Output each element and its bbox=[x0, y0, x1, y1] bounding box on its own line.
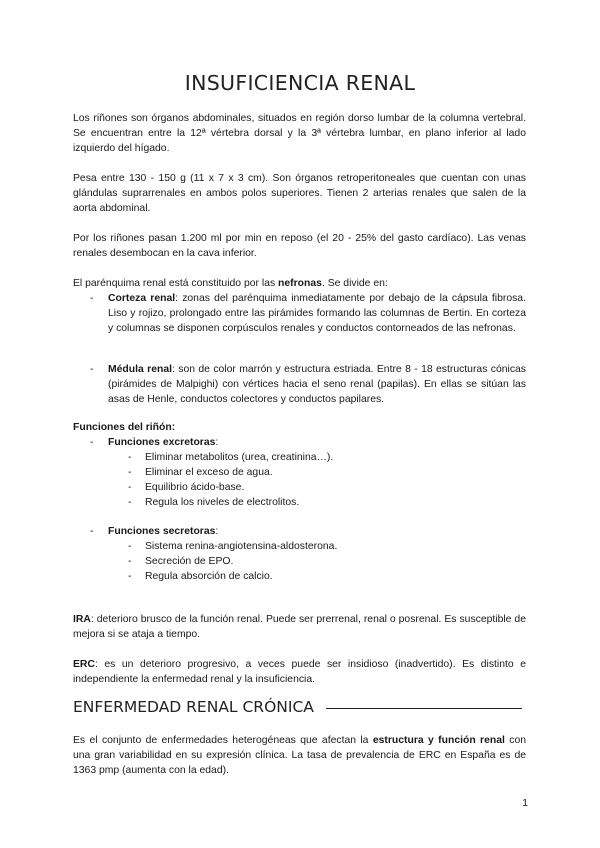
bullet-dash: - bbox=[90, 437, 94, 448]
sub-bullet-dash: - bbox=[128, 482, 132, 493]
structure-function-term: estructura y función renal bbox=[372, 735, 505, 746]
secretory-item: Sistema renina-angiotensina-aldosterona. bbox=[145, 541, 338, 552]
sub-bullet-dash: - bbox=[128, 571, 132, 582]
intro-paragraph-weight: Pesa entre 130 - 150 g (11 x 7 x 3 cm). Son órganos retroperitoneales que cuentan con unas glándulas suprarrenales en ambos polos superiores. Tienen 2 arterias renales que salen de la aorta abdominal. bbox=[73, 173, 526, 214]
excretory-label: Funciones excretoras: bbox=[108, 437, 219, 448]
ira-term: IRA bbox=[73, 614, 91, 625]
ira-paragraph: IRA: deterioro brusco de la función renal. Puede ser prerrenal, renal o posrenal. Es susceptible de mejora si se ataja a tiempo. bbox=[73, 614, 526, 640]
cortex-term: Corteza renal bbox=[108, 293, 176, 304]
secretory-label: Funciones secretoras: bbox=[108, 526, 219, 537]
intro-paragraph-location: Los riñones son órganos abdominales, situados en región dorso lumbar de la columna vertebral. Se encuentran entre la 12ª vértebra dorsal y la 3ª vértebra lumbar, en plano inferior al lado izquierdo del hígado. bbox=[73, 113, 526, 154]
sub-bullet-dash: - bbox=[128, 541, 132, 552]
sub-bullet-dash: - bbox=[128, 556, 132, 567]
sub-bullet-dash: - bbox=[128, 467, 132, 478]
bullet-dash: - bbox=[90, 526, 94, 537]
excretory-item: Eliminar metabolitos (urea, creatinina…). bbox=[145, 452, 334, 463]
functions-heading: Funciones del riñón: bbox=[73, 422, 176, 433]
page-title: INSUFICIENCIA RENAL bbox=[184, 71, 416, 95]
section-heading: ENFERMEDAD RENAL CRÓNICA bbox=[73, 698, 314, 716]
erc-paragraph: ERC: es un deterioro progresivo, a veces puede ser insidioso (inadvertido). Es distinto e independiente la enfermedad renal y la insuficiencia. bbox=[73, 659, 526, 685]
secretory-item: Secreción de EPO. bbox=[145, 556, 234, 567]
bullet-dash: - bbox=[90, 293, 94, 304]
bullet-dash: - bbox=[90, 364, 94, 375]
erc-definition-paragraph: Es el conjunto de enfermedades heterogéneas que afectan la estructura y función renal con una gran variabilidad en su expresión clínica. La tasa de prevalencia de ERC en España es de 1363 pmp (aumenta con la edad). bbox=[73, 735, 527, 776]
sub-bullet-dash: - bbox=[128, 452, 132, 463]
excretory-item: Eliminar el exceso de agua. bbox=[145, 467, 273, 478]
secretory-item: Regula absorción de calcio. bbox=[145, 571, 273, 582]
excretory-item: Equilibrio ácido-base. bbox=[145, 482, 245, 493]
page-number: 1 bbox=[522, 798, 528, 809]
parenchyma-lead: El parénquima renal está constituido por las nefronas. Se divide en: bbox=[73, 278, 388, 289]
erc-term: ERC bbox=[73, 659, 95, 670]
heading-rule bbox=[326, 708, 522, 709]
cortex-item: Corteza renal: zonas del parénquima inmediatamente por debajo de la cápsula fibrosa. Liso y rojizo, prolongado entre las pirámides formando las columnas de Bertin. En corteza y columnas se disponen corpúsculos renales y conductos contorneados de las nefronas. bbox=[108, 293, 526, 334]
nefronas-term: nefronas bbox=[278, 278, 322, 289]
medulla-item: Médula renal: son de color marrón y estructura estriada. Entre 8 - 18 estructuras cónicas (pirámides de Malpighi) con vértices hacia el seno renal (papilas). En ellas se sitúan las asas de Henle, conductos colectores y conductos papilares. bbox=[108, 364, 526, 405]
intro-paragraph-flow: Por los riñones pasan 1.200 ml por min en reposo (el 20 - 25% del gasto cardíaco). Las venas renales desembocan en la cava inferior. bbox=[73, 233, 526, 259]
sub-bullet-dash: - bbox=[128, 497, 132, 508]
excretory-item: Regula los niveles de electrolitos. bbox=[145, 497, 300, 508]
medulla-term: Médula renal bbox=[108, 364, 173, 375]
